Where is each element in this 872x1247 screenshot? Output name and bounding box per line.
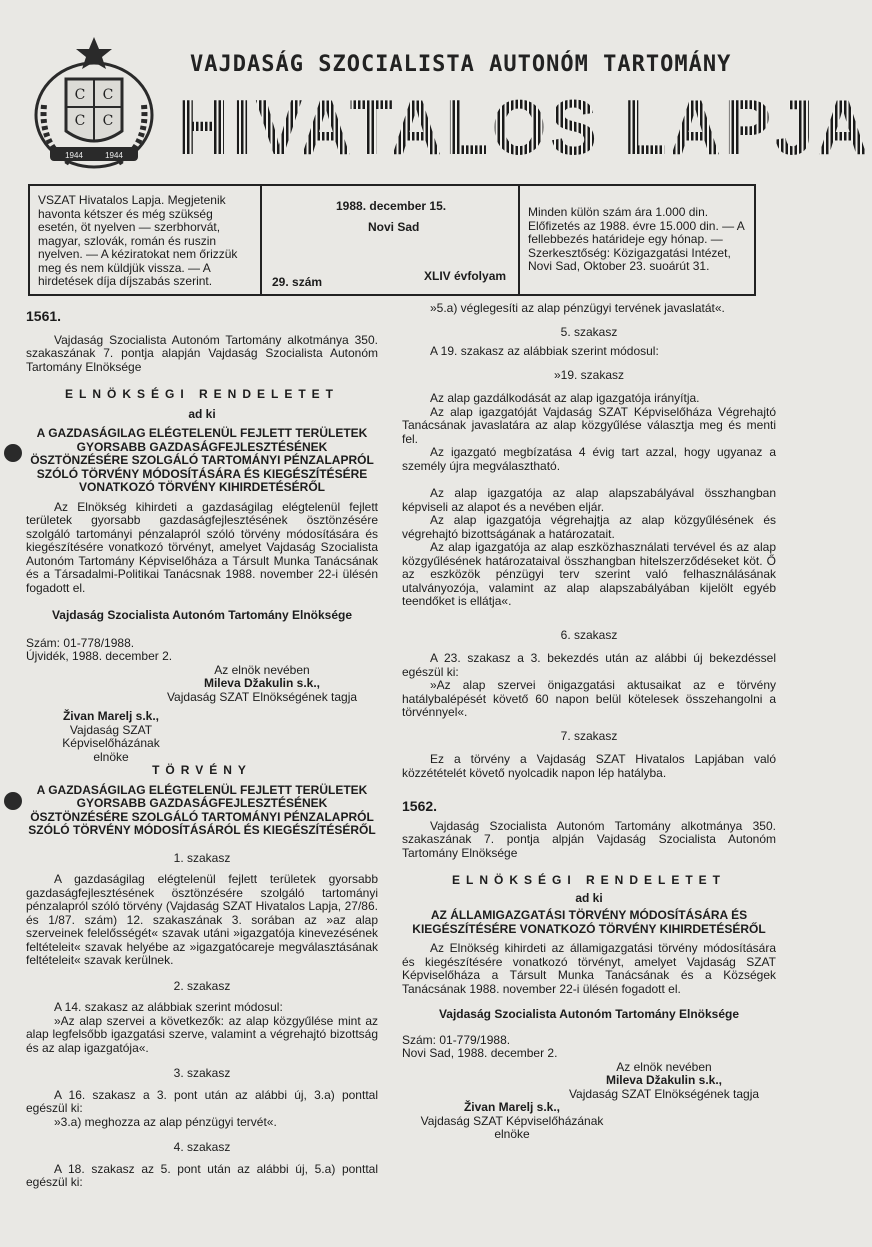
reference-number: Szám: 01-778/1988. (26, 635, 135, 650)
law-title: A GAZDASÁGILAG ELÉGTELENÜL FEJLETT TERÜLETEK GYORSABB GAZDASÁGFEJLESZTÉSÉNEK ÖSZTÖNZÉSÉRE SZOLGÁLÓ TARTOMÁNYI PÉNZALAPRÓL SZÓLÓ TÖRVÉNY MÓDOSÍTÁSÁRÓL ÉS KIEGÉSZÍTÉSÉRŐL (28, 782, 376, 837)
decree-title: AZ ÁLLAMIGAZGATÁSI TÖRVÉNY MÓDOSÍTÁSÁRA ÉS KIEGÉSZÍTÉSÉRE VONATKOZÓ TÖRVÉNY KIHIRDETÉSÉRŐL (412, 908, 766, 936)
section-text: »3.a) meghozza az alap pénzügyi tervét«. (54, 1114, 277, 1129)
section-text: Az alap gazdálkodását az alap igazgatója irányítja. (430, 391, 700, 405)
svg-text:1944: 1944 (65, 151, 83, 160)
section-text: Ez a törvény a Vajdaság SZAT Hivatalos Lapjában való közzétételét követő nyolcadik napon lép hatályba. (402, 752, 776, 780)
coat-of-arms-emblem (30, 35, 158, 173)
section-heading: 1. szakasz (173, 850, 231, 865)
section-text: A 14. szakasz az alábbiak szerint módosul: (54, 1000, 283, 1014)
signer-name: Mileva Džakulin s.k., (605, 1073, 723, 1087)
section-text: A gazdaságilag elégtelenül fejlett területek gyorsabb gazdaságfejlesztésének ösztönzésére szolgáló tartományi pénzalapról szóló törvény (Vajdaság SZAT Hivatalos Lapja, 27/86. és 1/87. szám) 12. szakaszának 3. sorában az »az alap szerveinek felelősségét« szavak utáni »igazgatója kinevezésének feltételeit« szavak helyébe az »igazgatócareje megválasztásának feltételeit« szavak kerülnek. (26, 872, 378, 967)
presidency-name: Vajdaság Szocialista Autonóm Tartomány Elnöksége (438, 1007, 740, 1021)
issue-date: 1988. december 15. (336, 199, 447, 213)
item-number: 1561. (26, 308, 62, 324)
signer-role: Vajdaság SZAT Képviselőházának (62, 722, 160, 750)
section-text: Az alap igazgatója végrehajtja az alap közgyűlésének és végrehajtó bizottságának a határozatait. (402, 513, 776, 541)
section-text: Az igazgató megbízatása 4 évig tart azzal, hogy ugyanaz a személy újra megválasztható. (402, 445, 776, 473)
svg-text:C: C (102, 113, 114, 129)
section-text: A 19. szakasz az alábbiak szerint módosul: (430, 344, 659, 358)
signer-name: Živan Marelj s.k., (463, 1100, 561, 1114)
presidency-name: Vajdaság Szocialista Autonóm Tartomány Elnöksége (51, 608, 353, 622)
svg-text:C: C (74, 113, 86, 129)
section-text: »5.a) véglegesíti az alap pénzügyi tervének javaslatát«. (430, 301, 725, 315)
signer-name: Živan Marelj s.k., (62, 709, 160, 723)
publication-notice: VSZAT Hivatalos Lapja. Megjetenik havonta kétszer és még szükség esetén, öt nyelven — szerbhorvát, magyar, szlovák, román és ruszin nyelven. — A kéziratokat nem őrizzük meg és nem küldjük vissza. — A hirdetések díja díjszabás szerint. (30, 186, 262, 294)
section-heading: 5. szakasz (560, 324, 618, 339)
section-heading: »19. szakasz (553, 367, 625, 382)
preamble: Vajdaság Szocialista Autonóm Tartomány alkotmánya 350. szakaszának 7. pontja alapján Vajdaság Szocialista Autonóm Tartomány Elnöksége (26, 332, 378, 374)
signer-role: Vajdaság SZAT Képviselőházának (420, 1113, 604, 1128)
decree-body: Az Elnökség kihirdeti a gazdaságilag elégtelenül fejlett területek gyorsabb gazdaságfejlesztésének ösztönzésére szolgáló tartományi pénzalapról szóló törvény módosítására és kiegészítésére vonatkozó törvényt, amelyet Vajdaság Szocialista Autonóm Tartomány Képviselőháza a Társult Munka Tanácsának és a Társadalmi-Politikai Tanácsnak 1988. november 22-i ülésén fogadott el. (26, 499, 378, 595)
on-behalf-label: Az elnök nevében (616, 1059, 712, 1074)
signer-role: Vajdaság SZAT Elnökségének tagja (166, 689, 358, 704)
section-text: A 16. szakasz a 3. pont után az alábbi új, 3.a) ponttal egészül ki: (26, 1087, 378, 1115)
issue-number: 29. szám (272, 275, 323, 289)
punch-hole (4, 444, 22, 462)
decree-title: A GAZDASÁGILAG ELÉGTELENÜL FEJLETT TERÜLETEK GYORSABB GAZDASÁGFEJLESZTÉSÉNEK ÖSZTÖNZÉSÉRE SZOLGÁLÓ TARTOMÁNYI PÉNZALAPRÓL SZÓLÓ TÖRVÉNY MÓDOSÍTÁSÁRA ÉS KIEGÉSZÍTÉSÉRE VONATKOZÓ TÖRVÉNY KIHIRDETÉSÉRŐL (30, 426, 374, 494)
pricing-notice: Minden külön szám ára 1.000 din. Előfizetés az 1988. évre 15.000 din. — A fellebbezés határideje egy hónap. — Szerkesztőség: Közigazgatási Intézet, Novi Sad, Oktober 23. suoárút 31. (528, 205, 745, 273)
section-heading: 4. szakasz (173, 1140, 231, 1154)
section-text: A 23. szakasz a 3. bekezdés után az alábbi új bekezdéssel egészül ki: (402, 651, 776, 679)
signer-role: elnöke (93, 749, 129, 764)
issue-place: Novi Sad (368, 220, 420, 234)
section-text: Az alap igazgatója az alap alapszabályával összhangban képviseli az alapot és a nevében eljár. (402, 486, 776, 514)
svg-text:C: C (74, 87, 86, 103)
svg-text:C: C (102, 87, 114, 103)
section-heading: 6. szakasz (560, 627, 618, 642)
svg-text:1944: 1944 (105, 151, 123, 160)
left-column (26, 302, 378, 1190)
decree-label: ELNÖKSÉGI RENDELETET (64, 387, 339, 401)
issues-label: ad ki (575, 890, 603, 905)
signer-role: elnöke (494, 1127, 530, 1141)
publication-title: HIVATALOS LAPJA (178, 83, 872, 171)
signer-name: Mileva Džakulin s.k., (203, 676, 321, 690)
masthead (0, 0, 872, 190)
preamble: Vajdaság Szocialista Autonóm Tartomány alkotmánya 350. szakaszának 7. pontja alpján Vajdaság Szocialista Autonóm Tartomány Elnöksége (402, 818, 776, 860)
issues-label: ad ki (188, 406, 216, 421)
issue-info-box (28, 184, 756, 296)
right-column (402, 302, 776, 1142)
section-text: »Az alap szervei a következők: az alap közgyűlése mint az alap legfelsőbb igazgatási szerve, valamint a végrehajtó bizottság és az alap igazgatója«. (26, 1013, 378, 1055)
section-text: »Az alap szervei önigazgatási aktusaikat az e törvény hatálybalépését követő 60 napon belül kötelesek összehangolni a törvénnyel«. (402, 678, 776, 719)
section-heading: 7. szakasz (560, 728, 618, 743)
section-heading: 3. szakasz (173, 1066, 231, 1080)
section-text: Az alap igazgatója az alap eszközhasználati tervével és az alap közgyűlésének határozataival összhangban hitelszerződéseket köt. Ő az eszközök pénzügyi terv szerint való felhasználásának utalványozója, valamint az alap alapszabályában kijelölt egyéb teendőket is ellátja«. (402, 540, 776, 608)
decree-label: ELNÖKSÉGI RENDELETET (451, 873, 726, 887)
on-behalf-label: Az elnök nevében (214, 662, 310, 677)
punch-hole (4, 792, 22, 810)
section-text: Az alap igazgatóját Vajdaság SZAT Képviselőháza Végrehajtó Tanácsának javaslatára az alap közgyűlése választja meg és menti fel. (402, 404, 776, 446)
issue-details (264, 186, 520, 294)
publisher-heading: VAJDASÁG SZOCIALISTA AUTONÓM TARTOMÁNY (190, 52, 732, 77)
issue-volume: XLIV évfolyam (424, 269, 507, 283)
signer-role: Vajdaság SZAT Elnökségének tagja (568, 1086, 760, 1101)
reference-number: Szám: 01-779/1988. (402, 1032, 511, 1047)
decree-body: Az Elnökség kihirdeti az államigazgatási törvény módosítására és kiegészítésére vonatkozó törvényt, amelyet Vajdaság SZAT Képviselőháza a Társult Munka Tanácsának és a Községek Tanácsának 1988. november 22-i ülésén fogadott el. (402, 941, 776, 996)
law-label: TÖRVÉNY (152, 763, 252, 777)
reference-date: Újvidék, 1988. december 2. (26, 649, 173, 663)
section-text: A 18. szakasz az 5. pont után az alábbi új, 5.a) ponttal egészül ki: (26, 1161, 378, 1189)
item-number: 1562. (402, 798, 438, 814)
reference-date: Novi Sad, 1988. december 2. (402, 1046, 558, 1060)
section-heading: 2. szakasz (173, 978, 231, 993)
